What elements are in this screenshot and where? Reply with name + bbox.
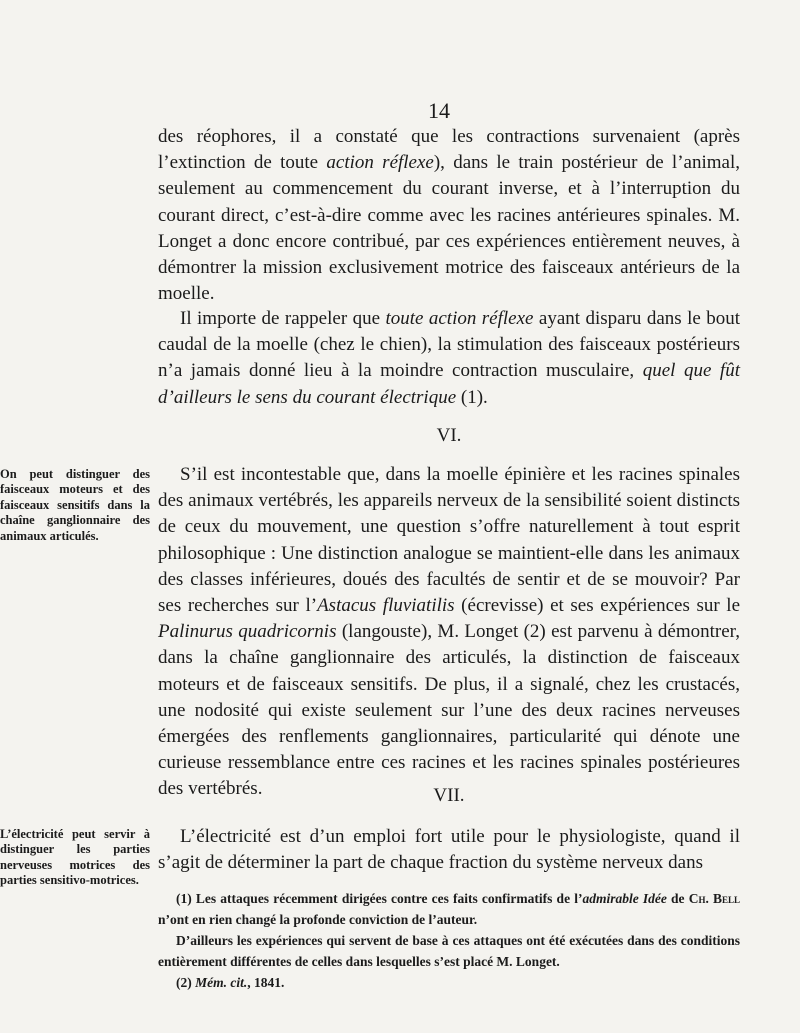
footnote-2: (2) Mém. cit., 1841.: [176, 975, 285, 990]
margin-note-2: L’électricité peut servir à distinguer les parties nerveuses motrices des parties sensitivo-motrices.: [0, 827, 150, 888]
paragraph-3: S’il est incontestable que, dans la moelle épinière et les racines spinales des animaux vertébrés, les appareils nerveux de la sensibilité soient distincts de ceux du mouvement, une question s’offre naturellement à tout esprit philosophique : Une distinction analogue se maintient-elle dans les animaux des classes inférieures, doués des facultés de sentir et de se mouvoir? Par ses recherches sur l’Astacus fluviatilis (écrevisse) et ses expériences sur le Palinurus quadricornis (langouste), M. Longet (2) est parvenu à démontrer, dans la chaîne ganglionnaire des articulés, la distinction de faisceaux moteurs et de faisceaux sensitifs. De plus, il a signalé, chez les crustacés, une nodosité qui existe seulement sur l’une des deux racines nerveuses émergées des renflements ganglionnaires, particularité qui dénote une curieuse ressemblance entre ces racines et les racines spinales postérieures des vertébrés.: [158, 464, 741, 800]
paragraph-4: L’électricité est d’un emploi fort utile pour le physiologiste, quand il s’agit de déterminer la part de chaque fraction du système nerveux dans: [158, 826, 740, 874]
margin-note-1: On peut distinguer des faisceaux moteurs et des faisceaux sensitifs dans la chaîne ganglionnaire des animaux articulés.: [0, 467, 150, 543]
section-heading-vi: VI.: [436, 425, 462, 446]
paragraph-1: des réophores, il a constaté que les contractions survenaient (après l’extinction de toute action réflexe), dans le train postérieur de l’animal, seulement au commencement du courant inverse, et à l’interruption du courant direct, c’est-à-dire comme avec les racines antérieures spinales. M. Longet a donc encore contribué, par ces expériences entièrement neuves, à démontrer la mission exclusivement motrice des faisceaux antérieurs de la moelle.: [158, 126, 740, 305]
page-number: 14: [428, 98, 450, 123]
footnote-1-continued: D’ailleurs les expériences qui servent de base à ces attaques ont été exécutées dans des conditions entièrement différentes de celles dans lesquelles s’est placé M. Longet.: [158, 933, 740, 969]
section-heading-vii: VII.: [433, 785, 465, 806]
paragraph-2: Il importe de rappeler que toute action réflexe ayant disparu dans le bout caudal de la moelle (chez le chien), la stimulation des faisceaux postérieurs n’a jamais donné lieu à la moindre contraction musculaire, quel que fût d’ailleurs le sens du courant électrique (1).: [158, 308, 740, 408]
footnote-1: (1) Les attaques récemment dirigées contre ces faits confirmatifs de l’admirable Idée de Ch. Bell n’ont en rien changé la profonde conviction de l’auteur.: [158, 891, 740, 927]
footnotes: [158, 888, 740, 993]
